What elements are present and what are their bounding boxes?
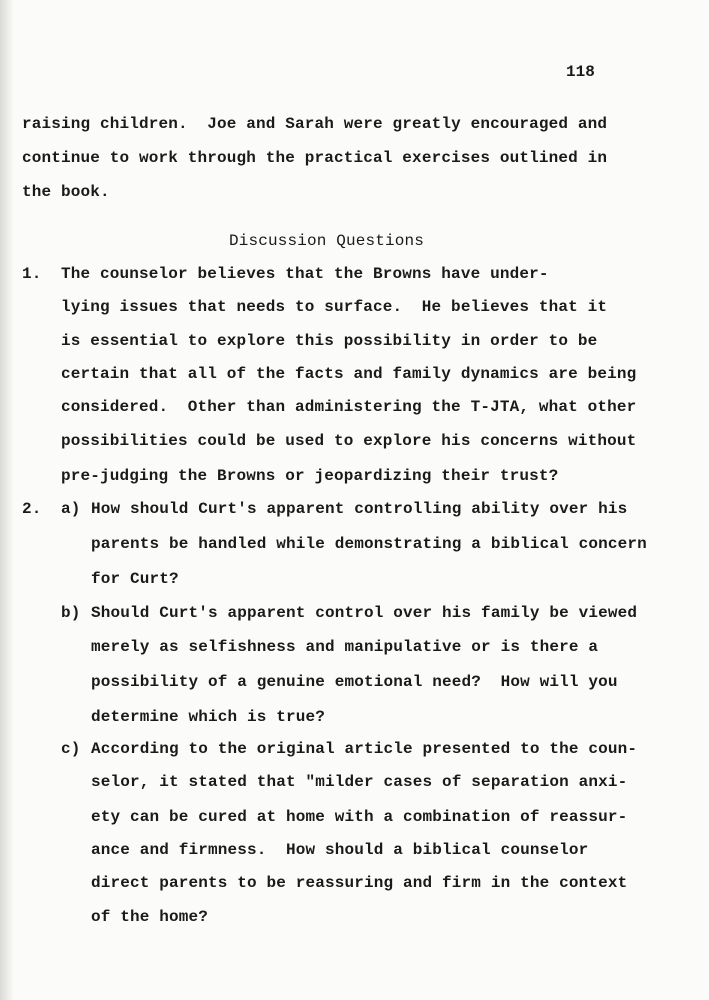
paragraph-line: the book. [22,183,110,201]
question-line: pre-judging the Browns or jeopardizing their trust? [61,467,559,485]
subquestion-line: parents be handled while demonstrating a biblical concern [91,535,647,553]
subquestion-line: possibility of a genuine emotional need? How will you [91,673,618,691]
subquestion-line: ance and firmness. How should a biblical counselor [91,841,589,859]
question-number: 1. [22,265,42,283]
section-heading: Discussion Questions [229,232,425,250]
subquestion-line: merely as selfishness and manipulative or is there a [91,638,599,656]
page-edge-shadow [0,0,14,1000]
page-number: 118 [566,63,595,81]
subquestion-line: selor, it stated that "milder cases of separation anxi- [91,773,628,791]
subquestion-line: of the home? [91,908,209,926]
subquestion-label: b) [61,604,81,622]
paragraph-line: continue to work through the practical exercises outlined in [22,149,608,167]
reverse-side-bleed [60,180,660,940]
question-line: The counselor believes that the Browns have under- [61,265,549,283]
subquestion-label: a) [61,500,81,518]
paragraph-line: raising children. Joe and Sarah were greatly encouraged and [22,115,608,133]
question-number: 2. [22,500,42,518]
question-line: considered. Other than administering the T-JTA, what other [61,398,637,416]
subquestion-line: How should Curt's apparent controlling ability over his [91,500,628,518]
subquestion-line: direct parents to be reassuring and firm in the context [91,874,628,892]
subquestion-line: According to the original article presented to the coun- [91,740,638,758]
question-line: lying issues that needs to surface. He believes that it [61,298,608,316]
question-line: is essential to explore this possibility in order to be [61,332,598,350]
subquestion-line: Should Curt's apparent control over his family be viewed [91,604,638,622]
question-line: possibilities could be used to explore his concerns without [61,432,637,450]
subquestion-line: for Curt? [91,570,179,588]
question-line: certain that all of the facts and family dynamics are being [61,365,637,383]
subquestion-line: determine which is true? [91,708,326,726]
subquestion-label: c) [61,740,81,758]
subquestion-line: ety can be cured at home with a combination of reassur- [91,808,628,826]
